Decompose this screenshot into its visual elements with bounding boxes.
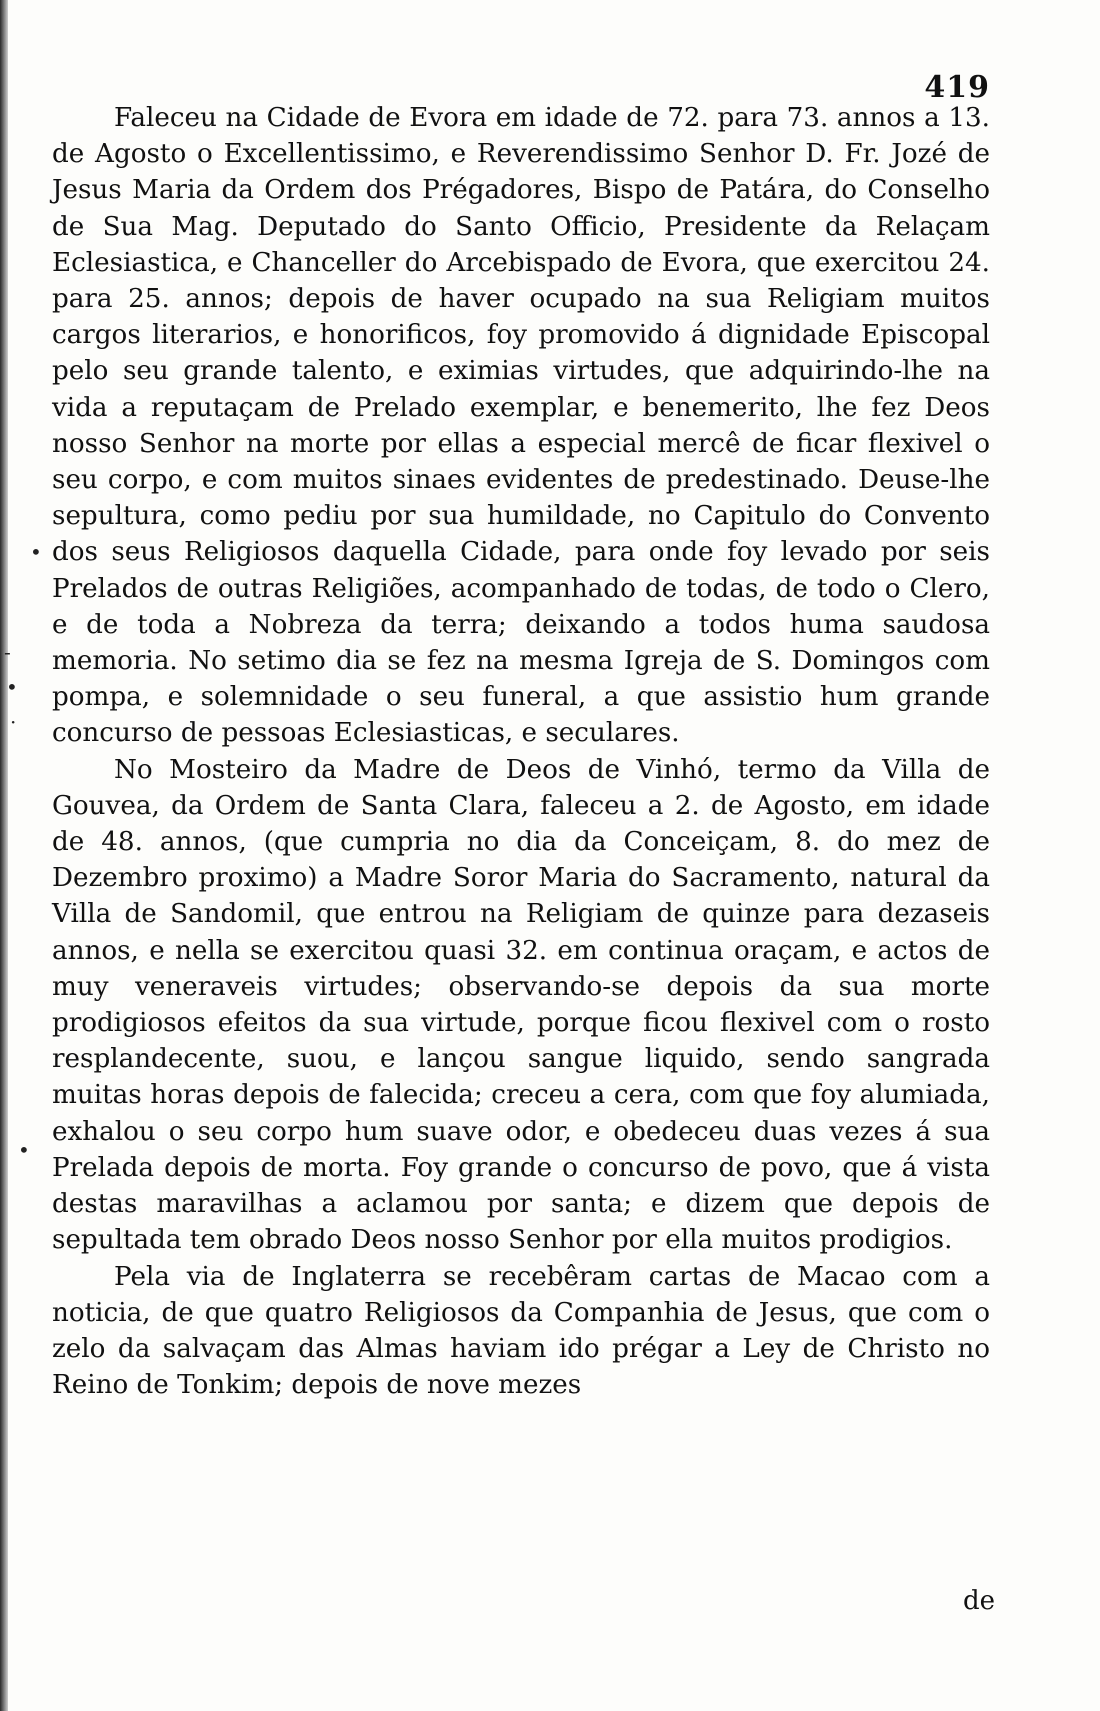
page-number: 419 bbox=[924, 70, 990, 105]
paragraph: No Mosteiro da Madre de Deos de Vinhó, termo da Villa de Gouvea, da Ordem de Santa Clara, faleceu a 2. de Agosto, em idade de 48. annos, (que cumpria no dia da Conceiçam, 8. do mez de Dezembro proximo) a Madre Soror Maria do Sacramento, natural da Villa de Sandomil, que entrou na Religiam de quinze para dezaseis annos, e nella se exercitou quasi 32. em continua oraçam, e actos de muy veneraveis virtudes; observando-se depois da sua morte prodigiosos efeitos da sua virtude, porque ficou flexivel com o rosto resplandecente, suou, e lançou sangue liquido, sendo sangrada muitas horas depois de falecida; creceu a cera, com que foy alumiada, exhalou o seu corpo hum suave odor, e obedeceu duas vezes á sua Prelada depois de morta. Foy grande o concurso de povo, que á vista destas maravilhas a aclamou por santa; e dizem que depois de sepultada tem obrado Deos nosso Senhor por ella muitos prodigios. bbox=[52, 754, 990, 1256]
catchword: de bbox=[962, 1586, 995, 1616]
margin-dot: • bbox=[30, 540, 42, 564]
margin-dash: - bbox=[4, 640, 11, 664]
paragraph: Pela via de Inglaterra se recebêram cartas de Macao com a noticia, de que quatro Religiosos da Companhia de Jesus, que com o zelo da salvaçam das Almas haviam ido prégar a Ley de Christo no Reino de Tonkim; depois de nove mezes bbox=[52, 1261, 990, 1401]
margin-dot: • bbox=[18, 1138, 30, 1162]
body-text bbox=[52, 100, 990, 1403]
paragraph: Faleceu na Cidade de Evora em idade de 72. para 73. annos a 13. de Agosto o Excellentissimo, e Reverendissimo Senhor D. Fr. Jozé de Jesus Maria da Ordem dos Prégadores, Bispo de Patára, do Conselho de Sua Mag. Deputado do Santo Officio, Presidente da Relaçam Eclesiastica, e Chanceller do Arcebispado de Evora, que exercitou 24. para 25. annos; depois de haver ocupado na sua Religiam muitos cargos literarios, e honorificos, foy promovido á dignidade Episcopal pelo seu grande talento, e eximias virtudes, que adquirindo-lhe na vida a reputaçam de Prelado exemplar, e benemerito, lhe fez Deos nosso Senhor na morte por ellas a especial mercê de ficar flexivel o seu corpo, e com muitos sinaes evidentes de predestinado. Deuse-lhe sepultura, como pediu por sua humildade, no Capitulo do Convento dos seus Religiosos daquella Cidade, para onde foy levado por seis Prelados de outras Religiões, acompanhado de todas, de todo o Clero, e de toda a Nobreza da terra; deixando a todos huma saudosa memoria. No setimo dia se fez na mesma Igreja de S. Domingos com pompa, e solemnidade o seu funeral, a que assistio hum grande concurso de pessoas Eclesiasticas, e seculares. bbox=[52, 103, 990, 749]
margin-dot: · bbox=[10, 710, 17, 734]
page-binding-edge bbox=[0, 0, 8, 1711]
margin-dot: • bbox=[6, 675, 18, 699]
